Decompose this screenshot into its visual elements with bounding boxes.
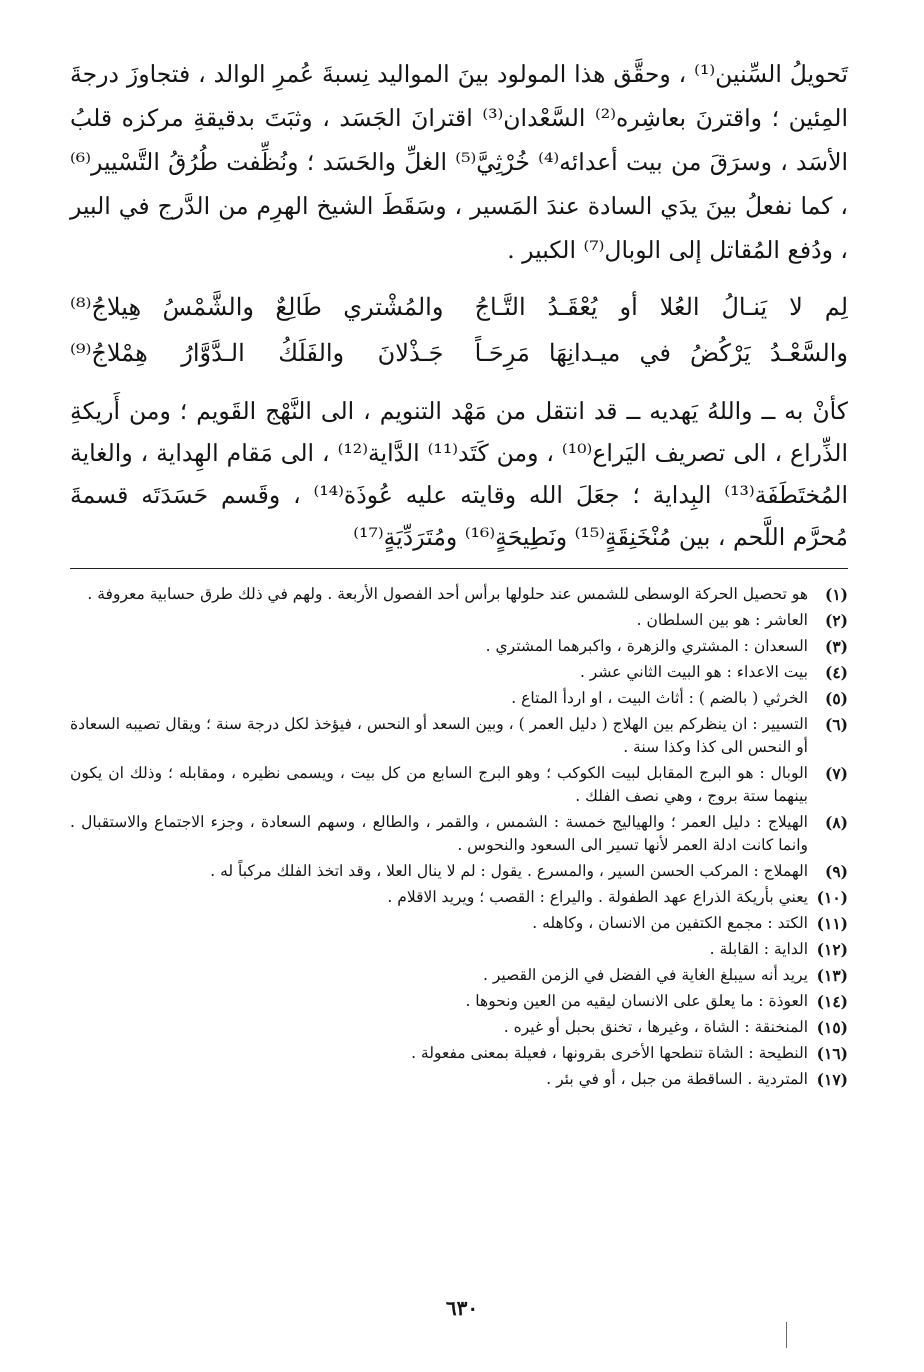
footnote-text: الهيلاج : دليل العمر ؛ والهياليج خمسة : الشمس ، والقمر ، والطالع ، وسهم السعادة ، وجزء الاجتماع والاستقبال . وانما كانت ادلة العمر لأنها تسير الى السعود والنحوس .: [70, 813, 808, 854]
footnote-number: (٦): [824, 715, 848, 734]
footnote-item: [70, 886, 848, 909]
footnotes-list: [70, 583, 848, 1091]
footnote-number: (١): [824, 585, 848, 604]
footnote-text: المتردية . الساقطة من جبل ، أو في بئر .: [546, 1070, 808, 1088]
footnote-item: [70, 635, 848, 658]
body-paragraph-2: كأنْ به ــ واللهُ يَهديه ــ قد انتقل من مَهْد التنويم ، الى النَّهْج القَويم ؛ ومن أَريكةِ الذِّراع ، الى تصريف اليَراع⁽¹⁰⁾ ، ومن كَتَد⁽¹¹⁾ الدَّاية⁽¹²⁾ ، الى مَقام الهِداية ، والغاية المُختَطَفَة⁽¹³⁾ البِداية ؛ جعَلَ الله وقايته عليه عُوذَة⁽¹⁴⁾ ، وقَسم حَسَدَتَه قسمةَ مُحرَّم اللَّحم ، بين مُنْخَنِقَةٍ⁽¹⁵⁾ ونَطِيحَةٍ⁽¹⁶⁾ ومُتَرَدِّيَةٍ⁽¹⁷⁾: [70, 397, 848, 551]
page-content: [70, 52, 848, 1094]
footnote-item: [70, 1042, 848, 1065]
footnote-number: (١٤): [816, 992, 848, 1011]
footnote-number: (١٧): [816, 1070, 848, 1089]
footnote-text: الخرثي ( بالضم ) : أثاث البيت ، او اردأ المتاع .: [511, 689, 808, 707]
footnote-text: الوبال : هو البرج المقابل لبيت الكوكب ؛ وهو البرج السابع من كل بيت ، ويسمى نظيره ، ومقابله ؛ وذلك ان يكون بينهما ستة بروج ، وهي نصف الفلك .: [70, 764, 808, 805]
footnote-text: هو تحصيل الحركة الوسطى للشمس عند حلولها برأس أحد الفصول الأربعة . ولهم في ذلك طرق حسابية معروفة .: [87, 585, 808, 603]
footnote-number: (١٠): [816, 888, 848, 907]
verse-1-second-hemistich: والمُشْتري طَالِعٌ والشَّمْسُ هِيلاجُ⁽⁸⁾: [70, 293, 444, 321]
footnote-number: (٩): [824, 862, 848, 881]
footnote-item: [70, 609, 848, 632]
margin-mark: [786, 1322, 787, 1348]
footnote-text: يريد أنه سيبلغ الغاية في الفضل في الزمن القصير .: [482, 966, 808, 984]
footnote-item: [70, 811, 848, 857]
footnote-item: [70, 1016, 848, 1039]
footnote-item: [70, 860, 848, 883]
footnote-text: المنخنقة : الشاة ، وغيرها ، تخنق بحبل أو غيره .: [503, 1018, 808, 1036]
footnote-text: النطيحة : الشاة تنطحها الأخرى بقرونها ، فعيلة بمعنى مفعولة .: [411, 1044, 808, 1062]
footnote-number: (١٢): [816, 940, 848, 959]
footnote-text: الكتد : مجمع الكتفين من الانسان ، وكاهله .: [532, 914, 808, 932]
footnote-item: [70, 687, 848, 710]
footnote-text: بيت الاعداء : هو البيت الثاني عشر .: [579, 663, 808, 681]
footnote-number: (٤): [824, 663, 848, 682]
verse-2-first-hemistich: والسَّعْـدُ يَرْكُضُ في ميـدانِهَا مَرِحَـاً: [474, 339, 848, 367]
body-paragraph-1: تَحويلُ السِّنين⁽¹⁾ ، وحقَّق هذا المولود بينَ المواليد نِسبةَ عُمرِ الوالد ، فتجاوزَ درجةَ المِئين ؛ واقترنَ بعاشِره⁽²⁾ السَّعْدان⁽³⁾ اقترانَ الجَسَد ، وثبَتَ بدقيقةِ مركزه قلبُ الأسَد ، وسرَقَ من بيت أعدائه⁽⁴⁾ خُرْثِيَّ⁽⁵⁾ الغلِّ والحَسَد ؛ ونُظِّفت طُرُقُ التَّسْيير⁽⁶⁾ ، كما نفعلُ بينَ يدَي السادة عندَ المَسير ، وسَقَطَ الشيخ الهرِم من الدَّرج في البير ، ودُفع المُقاتل إلى الوبال⁽⁷⁾ الكبير .: [70, 60, 849, 264]
footnote-item: [70, 964, 848, 987]
footnote-item: [70, 938, 848, 961]
footnote-item: [70, 583, 848, 606]
footnote-text: السعدان : المشتري والزهرة ، واكبرهما المشتري .: [485, 637, 808, 655]
footnote-item: [70, 912, 848, 935]
verse-1-first-hemistich: لِم لا يَنـالُ العُلا أو يُعْقَـدُ التَّـاجُ: [474, 293, 848, 321]
footnote-item: [70, 713, 848, 759]
poem-verses: [70, 284, 848, 376]
footnote-text: الهملاج : المركب الحسن السير ، والمسرع . يقول : لم لا ينال العلا ، وقد اتخذ الفلك مركباً له .: [210, 862, 808, 880]
footnote-item: [70, 990, 848, 1013]
footnote-text: العاشر : هو بين السلطان .: [636, 611, 808, 629]
footnote-item: [70, 661, 848, 684]
footnote-number: (٧): [824, 764, 848, 783]
footnote-text: يعني بأريكة الذراع عهد الطفولة . واليراع : القصب ؛ ويريد الاقلام .: [387, 888, 808, 906]
footnote-number: (٨): [824, 813, 848, 832]
footnote-number: (٢): [824, 611, 848, 630]
footnote-number: (١٥): [816, 1018, 848, 1037]
footnote-divider: [70, 568, 848, 569]
footnote-number: (١٣): [816, 966, 848, 985]
footnote-number: (١١): [816, 914, 848, 933]
page-number: ٦٣٠: [445, 1296, 479, 1320]
footnote-item: [70, 762, 848, 808]
verse-line-2: [70, 330, 848, 376]
footnote-text: التسيير : ان ينظركم بين الهلاج ( دليل العمر ) ، وبين السعد أو النحس ، فيؤخذ لكل درجة سنة ؛ ويقال تصيبه السعادة أو النحس الى كذا وكذا سنة .: [70, 715, 808, 756]
verse-2-second-hemistich: جَـذْلانَ والفَلَكُ الـدَّوَّارُ هِمْلاجُ⁽⁹⁾: [70, 339, 444, 367]
footnote-item: [70, 1068, 848, 1091]
footnote-number: (٥): [824, 689, 848, 708]
footnote-number: (١٦): [816, 1044, 848, 1063]
footnote-text: الداية : القابلة .: [709, 940, 808, 958]
footnote-text: العوذة : ما يعلق على الانسان ليقيه من العين ونحوها .: [465, 992, 808, 1010]
verse-line-1: [70, 284, 848, 330]
footnote-number: (٣): [824, 637, 848, 656]
